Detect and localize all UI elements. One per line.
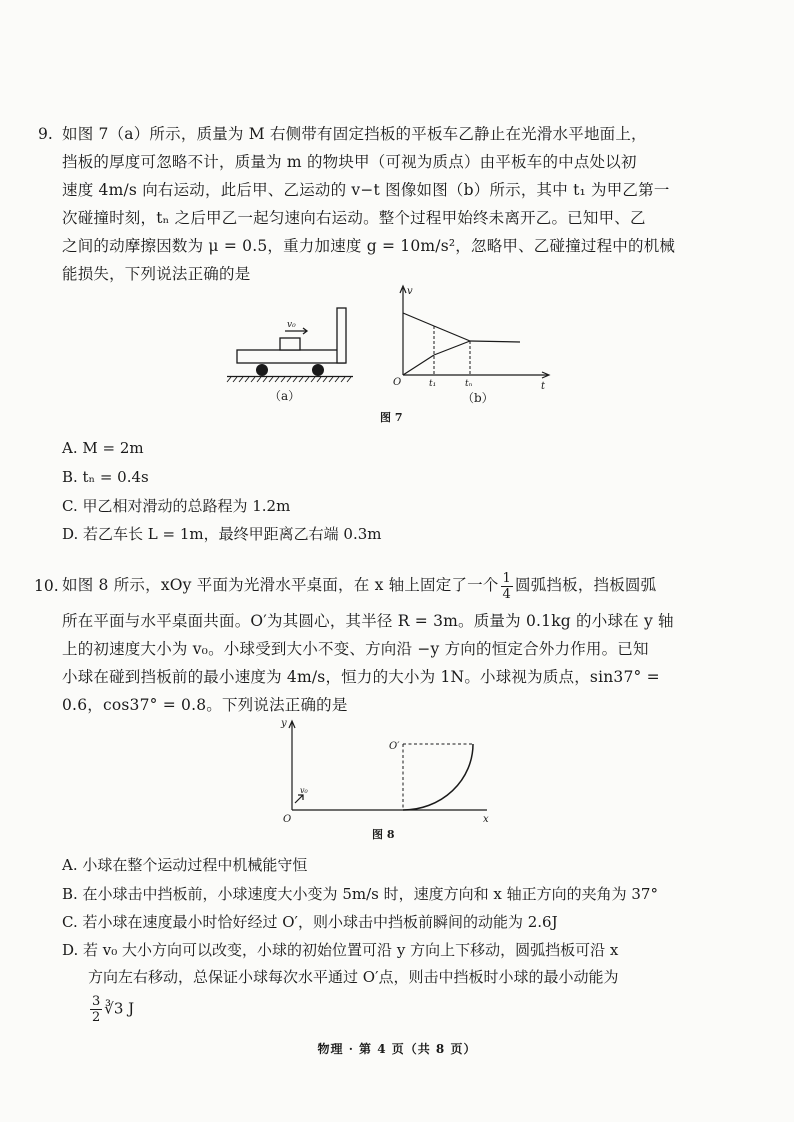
center-o-prime-label: O′ <box>389 741 400 752</box>
tick-t1: t₁ <box>429 379 437 389</box>
q10-option-d: D. 若 v₀ 大小方向可以改变，小球的初始位置可沿 y 方向上下移动，圆弧挡板可沿 x <box>62 941 619 959</box>
q10-line1-after: 圆弧挡板，挡板圆弧 <box>515 576 657 594</box>
figure-8-caption: 图 8 <box>372 828 395 841</box>
page-footer: 物理 · 第 4 页（共 8 页） <box>317 1042 477 1056</box>
origin-label: O <box>283 814 292 825</box>
q9-option-a: A. M = 2m <box>62 439 144 457</box>
axis-t-label: t <box>541 381 546 392</box>
q10-option-b: B. 在小球击中挡板前，小球速度大小变为 5m/s 时，速度方向和 x 轴正方向的夹角为 37° <box>62 885 658 903</box>
q10-number: 10. <box>34 577 59 595</box>
q10-text-line: 上的初速度大小为 v₀。小球受到大小不变、方向沿 −y 方向的恒定合外力作用。已知 <box>62 640 649 658</box>
figure-7a-cart <box>225 300 360 410</box>
q9-option-d: D. 若乙车长 L = 1m，最终甲距离乙右端 0.3m <box>62 525 382 543</box>
figure-7-caption: 图 7 <box>380 411 403 424</box>
q10-option-d-answer <box>88 995 134 1024</box>
v0-label: v₀ <box>287 320 296 330</box>
line-yi <box>403 355 434 375</box>
figure-7b-label: （b） <box>462 391 494 405</box>
fraction-three-halves <box>90 995 102 1024</box>
q10-option-d-continued: 方向左右移动，总保证小球每次水平通过 O′点，则击中挡板时小球的最小动能为 <box>88 968 619 986</box>
axis-v-label: v <box>407 286 413 297</box>
q10-text-line: 所在平面与水平桌面共面。O′为其圆心，其半径 R = 3m。质量为 0.1kg 的小球在 y 轴 <box>62 612 674 630</box>
q10-text-line: 小球在碰到挡板前的最小速度为 4m/s，恒力的大小为 1N。小球视为质点，sin37° = <box>62 668 660 686</box>
q9-text-line: 如图 7（a）所示，质量为 M 右侧带有固定挡板的平板车乙静止在光滑水平地面上， <box>62 125 647 143</box>
frac-numerator: 3 <box>92 994 101 1009</box>
line-jia-after <box>434 341 470 355</box>
axis-x-label: x <box>483 814 489 825</box>
origin-label: O <box>393 377 402 388</box>
wheel-right <box>312 364 324 376</box>
q9-text-line: 次碰撞时刻，tₙ 之后甲乙一起匀速向右运动。整个过程甲始终未离开乙。已知甲、乙 <box>62 209 646 227</box>
q10-text-line-1 <box>62 570 656 601</box>
axis-y-label: y <box>281 718 287 729</box>
q10-text-line: 0.6，cos37° = 0.8。下列说法正确的是 <box>62 696 348 714</box>
q9-option-b: B. tₙ = 0.4s <box>62 468 149 486</box>
line-jia <box>403 313 434 326</box>
answer-tail: ∛3 J <box>104 999 135 1018</box>
q9-number: 9. <box>38 125 53 143</box>
fraction-one-quarter <box>501 572 513 601</box>
line-yi-after <box>434 326 470 341</box>
quarter-arc-barrier <box>403 744 473 810</box>
q9-text-line: 能损失，下列说法正确的是 <box>62 265 251 283</box>
line-common <box>470 341 520 342</box>
q9-option-c: C. 甲乙相对滑动的总路程为 1.2m <box>62 497 291 515</box>
q10-option-a: A. 小球在整个运动过程中机械能守恒 <box>62 856 308 874</box>
figure-7b-vt-graph <box>388 280 558 410</box>
q9-text-line: 速度 4m/s 向右运动，此后甲、乙运动的 v−t 图像如图（b）所示，其中 t₁ 为甲乙第一 <box>62 181 670 199</box>
frac-numerator: 1 <box>502 570 512 586</box>
q9-text-line: 之间的动摩擦因数为 μ = 0.5，重力加速度 g = 10m/s²，忽略甲、乙碰撞过程中的机械 <box>62 237 676 255</box>
q9-text-line: 挡板的厚度可忽略不计，质量为 m 的物块甲（可视为质点）由平板车的中点处以初 <box>62 153 637 171</box>
tick-tn: tₙ <box>465 379 473 389</box>
frac-denominator: 2 <box>92 1010 101 1025</box>
v0-arrow <box>295 795 303 803</box>
v0-label: v₀ <box>300 786 308 795</box>
figure-7a-label: （a） <box>269 389 301 403</box>
frac-denominator: 4 <box>502 586 512 602</box>
figure-8-diagram <box>275 712 500 827</box>
q10-option-c: C. 若小球在速度最小时恰好经过 O′，则小球击中挡板前瞬间的动能为 2.6J <box>62 913 558 931</box>
wheel-left <box>256 364 268 376</box>
q10-line1-before: 如图 8 所示，xOy 平面为光滑水平桌面，在 x 轴上固定了一个 <box>62 576 499 594</box>
